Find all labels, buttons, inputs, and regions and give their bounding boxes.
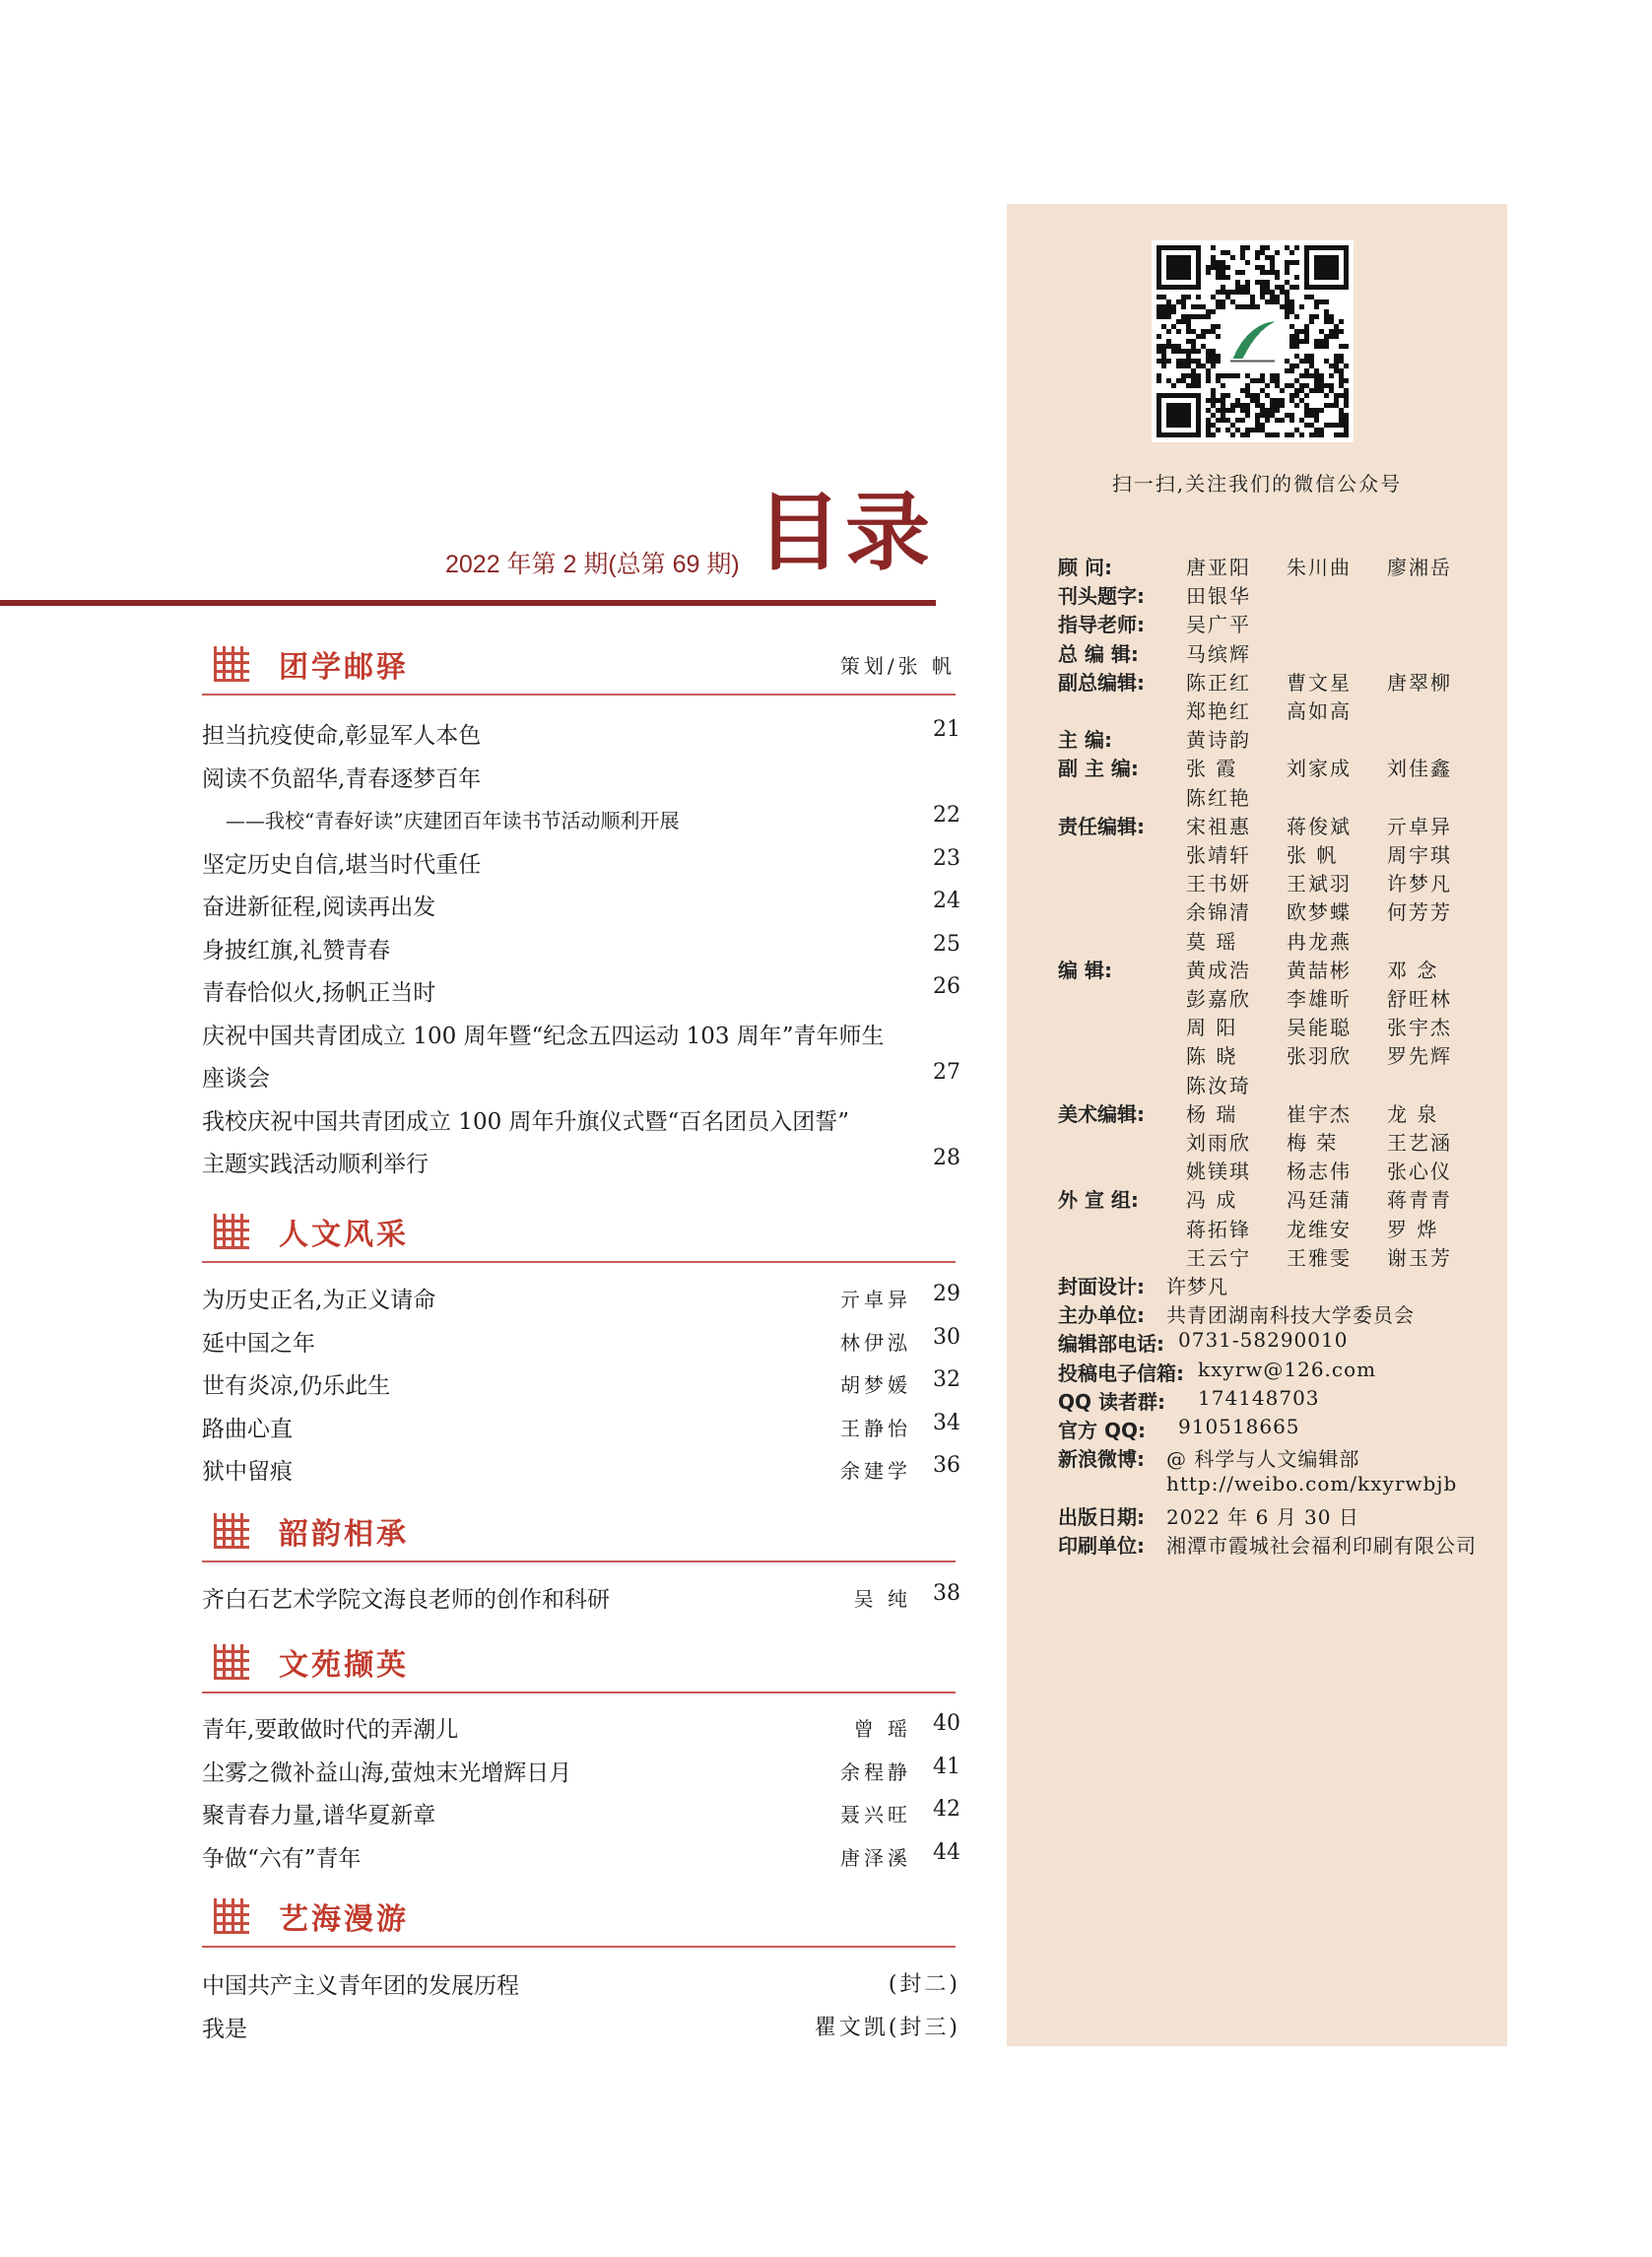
staff-role: 刊头题字: <box>1058 584 1145 609</box>
staff-name: 许梦凡 <box>1387 872 1452 896</box>
toc-entry[interactable]: 世有炎凉,仍乐此生 胡梦媛 32 <box>202 1367 960 1399</box>
staff-role: 副总编辑: <box>1058 670 1145 695</box>
toc-entry[interactable]: 争做“六有”青年 唐泽溪 44 <box>202 1840 960 1872</box>
staff-name: 李雄昕 <box>1287 987 1352 1011</box>
staff-name: 刘家成 <box>1287 757 1352 781</box>
staff-name: 黄喆彬 <box>1287 958 1352 982</box>
staff-name: 何芳芳 <box>1387 900 1452 925</box>
staff-names <box>1186 1040 1487 1069</box>
staff-role: 责任编辑: <box>1058 814 1145 838</box>
staff-names <box>1186 896 1487 925</box>
staff-name: 蒋拓锋 <box>1186 1217 1251 1241</box>
staff-name: 周 阳 <box>1186 1016 1238 1040</box>
staff-name: 舒旺林 <box>1387 987 1452 1011</box>
page-title: 目录 <box>757 484 934 582</box>
info-value: 共青团湖南科技大学委员会 <box>1166 1303 1415 1328</box>
toc-entry[interactable]: 狱中留痕 余建学 36 <box>202 1453 960 1485</box>
staff-name: 谢玉芳 <box>1387 1245 1452 1270</box>
toc-entry[interactable]: 我校庆祝中国共青团成立 100 周年升旗仪式暨“百名团员入团誓” <box>202 1109 850 1135</box>
staff-name: 宋祖惠 <box>1186 814 1251 838</box>
staff-names <box>1186 753 1487 781</box>
staff-name: 廖湘岳 <box>1387 556 1452 579</box>
staff-name: 崔宇杰 <box>1287 1101 1352 1126</box>
staff-name: 高如高 <box>1287 699 1352 723</box>
staff-name: 张靖轩 <box>1186 843 1251 867</box>
info-label: 印刷单位: <box>1058 1533 1145 1558</box>
staff-name: 杨 瑞 <box>1186 1101 1238 1126</box>
staff-name: 陈正红 <box>1186 670 1251 695</box>
staff-names <box>1186 1070 1287 1098</box>
toc-entry[interactable]: 青春恰似火,扬帆正当时 26 <box>202 974 960 1006</box>
info-label: 投稿电子信箱: <box>1058 1361 1184 1385</box>
staff-names <box>1186 955 1487 983</box>
staff-name: 欧梦蝶 <box>1287 900 1352 925</box>
staff-role: 总 编 辑: <box>1058 641 1139 666</box>
staff-role: 美术编辑: <box>1058 1101 1145 1126</box>
staff-name: 邓 念 <box>1387 958 1439 982</box>
staff-name: 唐亚阳 <box>1186 556 1251 579</box>
section-header-yihai <box>202 1885 956 1948</box>
staff-name: 吴广平 <box>1186 613 1251 637</box>
staff-name: 马缤辉 <box>1186 641 1251 666</box>
issue-number: 2022 年第 2 期(总第 69 期) <box>445 551 740 578</box>
staff-name: 亓卓异 <box>1387 814 1452 838</box>
staff-name: 张心仪 <box>1387 1160 1452 1184</box>
staff-name: 龙 泉 <box>1387 1101 1439 1126</box>
staff-name: 吴能聪 <box>1287 1016 1352 1040</box>
info-label: 封面设计: <box>1058 1275 1145 1298</box>
staff-name: 杨志伟 <box>1287 1160 1352 1184</box>
info-label: 新浪微博: <box>1058 1447 1145 1472</box>
section-title: 艺海漫游 <box>279 1902 409 1937</box>
toc-entry[interactable]: 青年,要敢做时代的弄潮儿 曾 瑶 40 <box>202 1711 960 1743</box>
info-value[interactable]: @ 科学与人文编辑部 <box>1166 1447 1360 1472</box>
section-title: 韶韵相承 <box>279 1517 409 1552</box>
header-rule <box>0 600 936 606</box>
qr-caption: 扫一扫,关注我们的微信公众号 <box>1111 472 1403 496</box>
staff-names <box>1186 1127 1487 1156</box>
section-header-tuanxue <box>202 632 956 696</box>
info-label: 出版日期: <box>1058 1504 1145 1529</box>
grid-icon <box>214 1214 249 1249</box>
info-label: 编辑部电话: <box>1058 1332 1164 1357</box>
toc-entry[interactable]: 庆祝中国共青团成立 100 周年暨“纪念五四运动 103 周年”青年师生 <box>202 1024 885 1049</box>
staff-name: 刘佳鑫 <box>1387 757 1452 781</box>
toc-entry[interactable]: 担当抗疫使命,彰显军人本色 21 <box>202 717 960 749</box>
staff-name: 姚镁琪 <box>1186 1160 1251 1184</box>
staff-name: 朱川曲 <box>1287 556 1352 579</box>
staff-names <box>1186 782 1287 811</box>
staff-name: 黄诗韵 <box>1186 728 1251 753</box>
info-value[interactable]: http://weibo.com/kxyrwbjb <box>1166 1472 1458 1496</box>
staff-name: 郑艳红 <box>1186 699 1251 723</box>
info-value[interactable]: kxyrw@126.com <box>1198 1357 1377 1381</box>
staff-role: 副 主 编: <box>1058 757 1139 781</box>
staff-names <box>1186 724 1287 753</box>
staff-names <box>1186 839 1487 868</box>
staff-name: 曹文星 <box>1287 670 1352 695</box>
staff-names <box>1186 667 1487 696</box>
staff-role: 顾 问: <box>1058 556 1112 579</box>
staff-name: 冯 成 <box>1186 1188 1238 1213</box>
section-editor: 策划/张 帆 <box>839 654 956 678</box>
staff-name: 蒋俊斌 <box>1287 814 1352 838</box>
staff-name: 黄成浩 <box>1186 958 1251 982</box>
staff-name: 龙维安 <box>1287 1217 1352 1241</box>
staff-name: 陈 晓 <box>1186 1044 1238 1069</box>
staff-name: 冉龙燕 <box>1287 929 1352 954</box>
grid-icon <box>214 1513 249 1549</box>
staff-names <box>1186 1184 1487 1213</box>
staff-name: 王云宁 <box>1186 1245 1251 1270</box>
staff-names <box>1186 868 1487 896</box>
staff-names <box>1186 1098 1487 1127</box>
staff-name: 陈汝琦 <box>1186 1073 1251 1097</box>
staff-names <box>1186 1214 1487 1242</box>
info-value: 174148703 <box>1198 1385 1320 1410</box>
toc-entry[interactable]: 坚定历史自信,堪当时代重任 23 <box>202 846 960 878</box>
staff-name: 王斌羽 <box>1287 872 1352 896</box>
staff-names <box>1186 983 1487 1012</box>
info-value: 0731-58290010 <box>1178 1328 1349 1353</box>
staff-role: 指导老师: <box>1058 613 1145 637</box>
staff-name: 罗先辉 <box>1387 1044 1452 1069</box>
staff-name: 张羽欣 <box>1287 1044 1352 1069</box>
info-value: 湘潭市霞城社会福利印刷有限公司 <box>1166 1533 1477 1558</box>
staff-name: 张宇杰 <box>1387 1016 1452 1040</box>
info-value: 910518665 <box>1178 1415 1300 1438</box>
staff-names <box>1186 638 1287 667</box>
staff-names <box>1186 1242 1487 1271</box>
section-header-shaoyun <box>202 1499 956 1562</box>
toc-entry[interactable]: 座谈会 27 <box>202 1060 960 1092</box>
toc-entry[interactable]: 为历史正名,为正义请命 亓卓异 29 <box>202 1282 960 1313</box>
staff-names <box>1186 609 1287 637</box>
staff-name: 彭嘉欣 <box>1186 987 1251 1011</box>
toc-entry[interactable]: 阅读不负韶华,青春逐梦百年 <box>202 766 482 792</box>
section-title: 团学邮驿 <box>279 650 409 685</box>
section-header-wenyuan <box>202 1630 956 1693</box>
info-value: 2022 年 6 月 30 日 <box>1166 1504 1359 1529</box>
toc-entry[interactable]: 齐白石艺术学院文海良老师的创作和科研 吴 纯 38 <box>202 1581 960 1613</box>
staff-names <box>1186 811 1487 839</box>
staff-role: 主 编: <box>1058 728 1112 753</box>
staff-name: 王艺涵 <box>1387 1131 1452 1155</box>
toc-entry[interactable]: ——我校“青春好读”庆建团百年读书节活动顺利开展 22 <box>226 803 960 832</box>
staff-role: 外 宣 组: <box>1058 1188 1139 1213</box>
info-label: 主办单位: <box>1058 1303 1145 1328</box>
toc-entry[interactable]: 尘雾之微补益山海,萤烛末光增辉日月 余程静 41 <box>202 1755 960 1786</box>
staff-name: 张 帆 <box>1287 843 1339 867</box>
masthead-panel <box>1007 204 1507 2046</box>
staff-name: 罗 烨 <box>1387 1217 1439 1241</box>
section-title: 人文风采 <box>279 1218 409 1252</box>
info-label: 官方 QQ: <box>1058 1419 1146 1442</box>
grid-icon <box>214 646 249 682</box>
toc-entry[interactable]: 聚青春力量,谱华夏新章 聂兴旺 42 <box>202 1797 960 1828</box>
section-title: 文苑撷英 <box>279 1648 409 1683</box>
staff-name: 莫 瑶 <box>1186 929 1238 954</box>
info-label: QQ 读者群: <box>1058 1389 1165 1414</box>
qr-code-icon[interactable] <box>1152 240 1354 442</box>
staff-name: 刘雨欣 <box>1186 1131 1251 1155</box>
staff-name: 唐翠柳 <box>1387 670 1452 695</box>
staff-names <box>1186 696 1387 724</box>
staff-names <box>1186 926 1387 955</box>
staff-name: 张 霞 <box>1186 757 1238 781</box>
staff-name: 余锦清 <box>1186 900 1251 925</box>
staff-name: 陈红艳 <box>1186 785 1251 810</box>
staff-name: 周宇琪 <box>1387 843 1452 867</box>
toc-entry[interactable]: 路曲心直 王静怡 34 <box>202 1411 960 1442</box>
toc-entry[interactable]: 身披红旗,礼赞青春 25 <box>202 932 960 963</box>
staff-names <box>1186 552 1487 580</box>
staff-names <box>1186 580 1287 609</box>
info-value: 许梦凡 <box>1166 1275 1228 1298</box>
staff-names <box>1186 1156 1487 1184</box>
staff-name: 蒋青青 <box>1387 1188 1452 1213</box>
staff-name: 梅 荣 <box>1287 1131 1339 1155</box>
staff-name: 王书妍 <box>1186 872 1251 896</box>
toc-entry[interactable]: 主题实践活动顺利举行 28 <box>202 1146 960 1177</box>
grid-icon <box>214 1898 249 1934</box>
staff-name: 田银华 <box>1186 584 1251 609</box>
staff-role: 编 辑: <box>1058 958 1112 982</box>
toc-entry[interactable]: 延中国之年 林伊泓 30 <box>202 1325 960 1357</box>
toc-entry[interactable]: 奋进新征程,阅读再出发 24 <box>202 889 960 920</box>
staff-names <box>1186 1012 1487 1040</box>
section-header-renwen <box>202 1200 956 1263</box>
toc-entry[interactable]: 我是 瞿文凯(封三) <box>202 2016 960 2042</box>
grid-icon <box>214 1644 249 1680</box>
toc-entry[interactable]: 中国共产主义青年团的发展历程 (封二) <box>202 1972 960 1999</box>
staff-name: 冯廷蒲 <box>1287 1188 1352 1213</box>
staff-name: 王雅雯 <box>1287 1245 1352 1270</box>
